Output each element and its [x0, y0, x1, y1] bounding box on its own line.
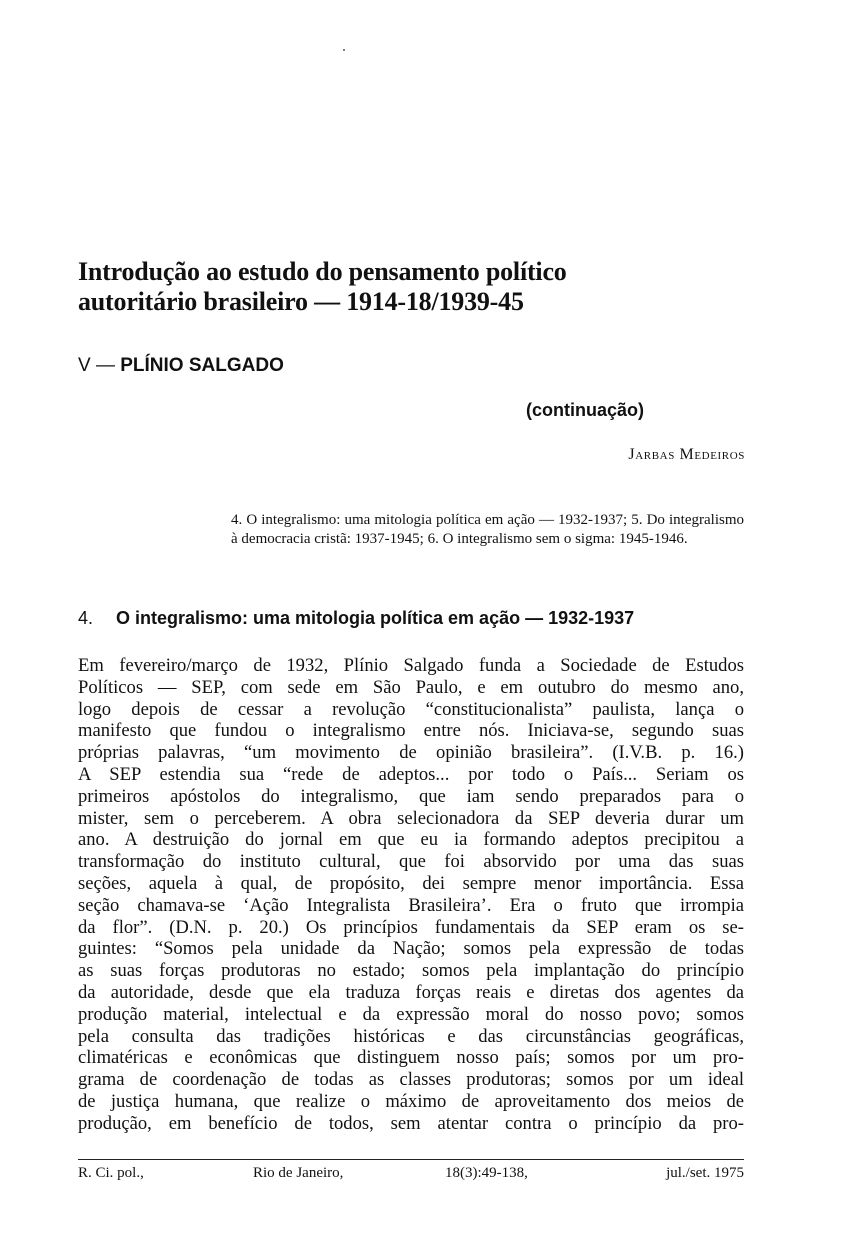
section-label — [78, 354, 284, 378]
body-line: grama de coordenação de todas as classes produtoras; somos por um ideal — [78, 1069, 744, 1091]
body-line: seções, aquela à qual, de propósito, dei sempre menor importância. Essa — [78, 872, 744, 894]
author-text: Jarbas Medeiros — [628, 446, 745, 463]
body-text — [78, 655, 744, 1135]
body-line: logo depois de cessar a revolução “constitucionalista” paulista, lança o — [78, 698, 744, 720]
article-summary: 4. O integralismo: uma mitologia política em ação — 1932-1937; 5. Do integralismo à democracia cristã: 1937-1945; 6. O integralismo sem o sigma: 1945-1946. — [231, 512, 744, 547]
body-line: manifesto que fundou o integralismo entre nós. Iniciava-se, segundo suas — [78, 720, 744, 742]
heading-text: O integralismo: uma mitologia política em ação — 1932-1937 — [116, 608, 635, 628]
body-line: de justiça humana, que realize o máximo de aproveitamento dos meios de — [78, 1090, 744, 1112]
section-heading — [78, 606, 758, 630]
scan-speck — [343, 49, 345, 51]
footer-rule — [78, 1159, 744, 1160]
section-name: PLÍNIO SALGADO — [120, 355, 284, 376]
body-line: A SEP estendia sua “rede de adeptos... por todo o País... Seriam os — [78, 763, 744, 785]
body-line: produção material, intelectual e da expressão moral do nosso povo; somos — [78, 1003, 744, 1025]
body-line: Políticos — SEP, com sede em São Paulo, e em outubro do mesmo ano, — [78, 676, 744, 698]
continuation-label: (continuação) — [526, 400, 645, 420]
author-name — [628, 444, 745, 466]
body-line: transformação do instituto cultural, que foi absorvido por uma das suas — [78, 851, 744, 873]
body-line: mister, sem o perceberem. A obra selecionadora da SEP deveria durar um — [78, 807, 744, 829]
heading-number: 4. — [78, 608, 94, 628]
footer-journal: R. Ci. pol., — [78, 1165, 144, 1181]
body-line: as suas forças produtoras no estado; somos pela implantação do princípio — [78, 960, 744, 982]
body-line: climatéricas e econômicas que distinguem nosso país; somos por um pro- — [78, 1047, 744, 1069]
body-line: da flor”. (D.N. p. 20.) Os princípios fundamentais da SEP eram os se- — [78, 916, 744, 938]
body-line: guintes: “Somos pela unidade da Nação; somos pela expressão de todas — [78, 938, 744, 960]
body-line: primeiros apóstolos do integralismo, que iam sendo preparados para o — [78, 785, 744, 807]
footer-city: Rio de Janeiro, — [253, 1165, 344, 1181]
title-line-1: Introdução ao estudo do pensamento político — [78, 257, 567, 286]
article-title — [78, 257, 778, 317]
footer-date: jul./set. 1975 — [666, 1165, 744, 1181]
body-line: próprias palavras, “um movimento de opinião brasileira”. (I.V.B. p. 16.) — [78, 742, 744, 764]
body-line: Em fevereiro/março de 1932, Plínio Salgado funda a Sociedade de Estudos — [78, 655, 744, 676]
title-line-2: autoritário brasileiro — 1914-18/1939-45 — [78, 287, 524, 316]
body-line: da autoridade, desde que ela traduza forças reais e diretas dos agentes da — [78, 981, 744, 1003]
body-line: seção chamava-se ‘Ação Integralista Brasileira’. Era o fruto que irrompia — [78, 894, 744, 916]
body-line: ano. A destruição do jornal em que eu ia formando adeptos precipitou a — [78, 829, 744, 851]
body-line: produção, em benefício de todos, sem atentar contra o princípio da pro- — [78, 1112, 744, 1134]
footer-volume: 18(3):49-138, — [445, 1165, 528, 1181]
body-line: pela consulta das tradições históricas e das circunstâncias geográficas, — [78, 1025, 744, 1047]
section-prefix: V — — [78, 355, 121, 376]
